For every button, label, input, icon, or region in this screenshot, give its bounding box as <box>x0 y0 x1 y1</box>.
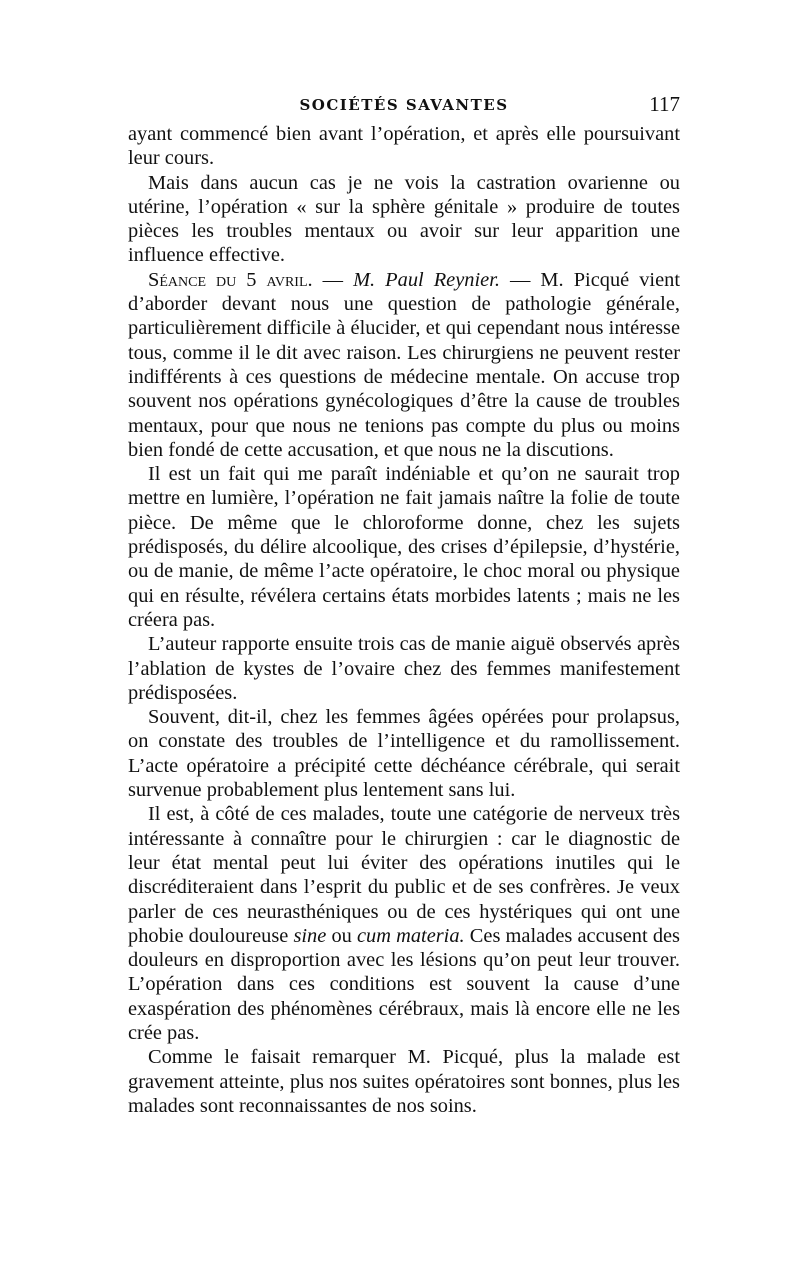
author-name: M. Paul Reynier. <box>353 268 500 291</box>
conjunction-ou: ou <box>326 924 357 947</box>
paragraph-6: Souvent, dit-il, chez les femmes âgées opérées pour prolapsus, on constate des troubles de l’intelligence et du ramollissement. L’acte opératoire a précipité cette déchéance cérébrale, qui serait survenue probablement plus lentement sans lui. <box>128 706 680 802</box>
running-head: SOCIÉTÉS SAVANTES <box>299 96 509 114</box>
italic-cum-materia: cum materia. <box>357 924 465 947</box>
italic-sine: sine <box>293 924 327 947</box>
paragraph-7-text-a: Il est, à côté de ces malades, toute une catégorie de nerveux très intéressante à connaître pour le chirurgien : car le diagnostic de leur état mental peut lui éviter des opérations inutiles qui le discréditeraient dans l’esprit du public et de ses confrères. Je veux parler de ces neurasthéniques ou de ces hystériques qui ont une phobie douloureuse <box>128 803 680 947</box>
paragraph-8: Comme le faisait remarquer M. Picqué, plus la malade est gravement atteinte, plus nos suites opératoires sont bonnes, plus les malades sont reconnaissantes de nos soins. <box>128 1046 680 1117</box>
paragraph-3-text: — M. Picqué vient d’aborder devant nous une question de pathologie générale, particulièrement difficile à élucider, et qui cependant nous intéresse tous, comme il le dit avec raison. Les chirurgiens ne peuvent rester indifférents à ces questions de médecine mentale. On accuse trop souvent nos opérations gynécologiques d’être la cause de troubles mentaux, pour que nous ne tenions pas compte du plus ou moins bien fondé de cette accusation, et que nous ne la discutions. <box>128 268 680 461</box>
paragraph-2: Mais dans aucun cas je ne vois la castration ovarienne ou utérine, l’opération « sur la sphère génitale » produire de toutes pièces les troubles mentaux ou avoir sur leur apparition une influence effective. <box>128 171 680 267</box>
paragraph-1: ayant commencé bien avant l’opération, et après elle poursuivant leur cours. <box>128 123 680 170</box>
paragraph-4: Il est un fait qui me paraît indéniable et qu’on ne saurait trop mettre en lumière, l’opération ne fait jamais naître la folie de toute pièce. De même que le chloroforme donne, chez les sujets prédisposés, du délire alcoolique, des crises d’épilepsie, d’hystérie, ou de manie, de même l’acte opératoire, le choc moral ou physique qui en résulte, révélera certains états morbides latents ; mais ne les créera pas. <box>128 463 680 631</box>
dash-separator: — <box>312 268 354 291</box>
paragraph-7-text-b: Ces malades accusent des douleurs en disproportion avec les lésions qu’on peut leur trouver. L’opération dans ces conditions est souvent la cause d’une exaspération des phénomènes cérébraux, mais là encore elle ne les crée pas. <box>128 924 680 1044</box>
page-number: 117 <box>649 92 680 116</box>
seance-heading: Séance du 5 avril. <box>148 268 313 291</box>
body-text <box>128 122 680 1118</box>
page-header <box>128 92 680 120</box>
paragraph-5: L’auteur rapporte ensuite trois cas de manie aiguë observés après l’ablation de kystes de l’ovaire chez des femmes manifestement prédisposées. <box>128 633 680 704</box>
paragraph-7 <box>128 802 680 1045</box>
paragraph-3 <box>128 268 680 462</box>
